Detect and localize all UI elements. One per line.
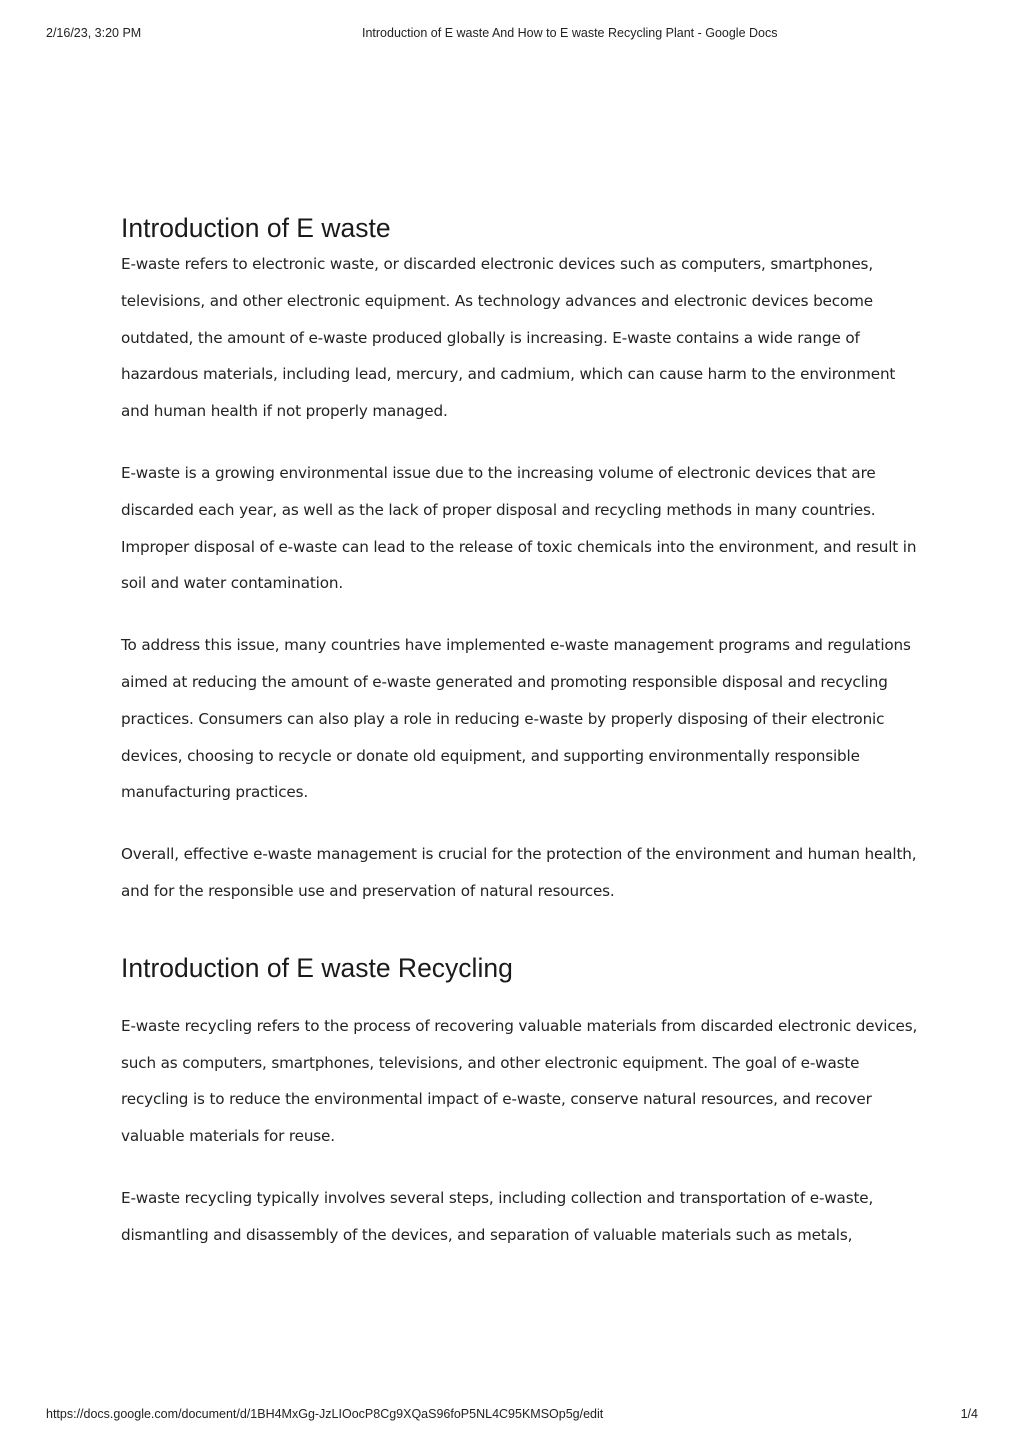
heading-introduction-e-waste-recycling: Introduction of E waste Recycling <box>121 952 513 983</box>
print-footer <box>0 1407 1023 1423</box>
paragraph: To address this issue, many countries have implemented e-waste management programs and regulations aimed at reducing the amount of e-waste generated and promoting responsible disposal and recycling practices. Consumers can also play a role in reducing e-waste by properly disposing of their electronic devices, choosing to recycle or donate old equipment, and supporting environmentally responsible manufacturing practices. <box>121 636 911 802</box>
paragraph: E-waste is a growing environmental issue due to the increasing volume of electronic devices that are discarded each year, as well as the lack of proper disposal and recycling methods in many countries. Improper disposal of e-waste can lead to the release of toxic chemicals into the environment, and result in soil and water contamination. <box>121 463 917 593</box>
print-header <box>0 26 1023 42</box>
print-doc-title: Introduction of E waste And How to E waste Recycling Plant - Google Docs <box>362 26 778 40</box>
print-datetime: 2/16/23, 3:20 PM <box>46 26 142 40</box>
print-url: https://docs.google.com/document/d/1BH4MxGg-JzLIOocP8Cg9XQaS96foP5NL4C95KMSOp5g/edit <box>46 1407 604 1421</box>
document-body <box>121 210 921 1254</box>
page-indicator: 1/4 <box>960 1407 978 1421</box>
paragraph: Overall, effective e-waste management is crucial for the protection of the environment and human health, and for the responsible use and preservation of natural resources. <box>121 845 917 900</box>
paragraph: E-waste refers to electronic waste, or discarded electronic devices such as computers, smartphones, televisions, and other electronic equipment. As technology advances and electronic devices become outdated, the amount of e-waste produced globally is increasing. E-waste contains a wide range of hazardous materials, including lead, mercury, and cadmium, which can cause harm to the environment and human health if not properly managed. <box>121 255 896 421</box>
paragraph: E-waste recycling typically involves several steps, including collection and transportation of e-waste, dismantling and disassembly of the devices, and separation of valuable materials such as metals, <box>121 1188 874 1244</box>
heading-introduction-e-waste: Introduction of E waste <box>121 213 391 243</box>
paragraph: E-waste recycling refers to the process of recovering valuable materials from discarded electronic devices, such as computers, smartphones, televisions, and other electronic equipment. The goal of e-waste recycling is to reduce the environmental impact of e-waste, conserve natural resources, and recover valuable materials for reuse. <box>121 1016 918 1146</box>
